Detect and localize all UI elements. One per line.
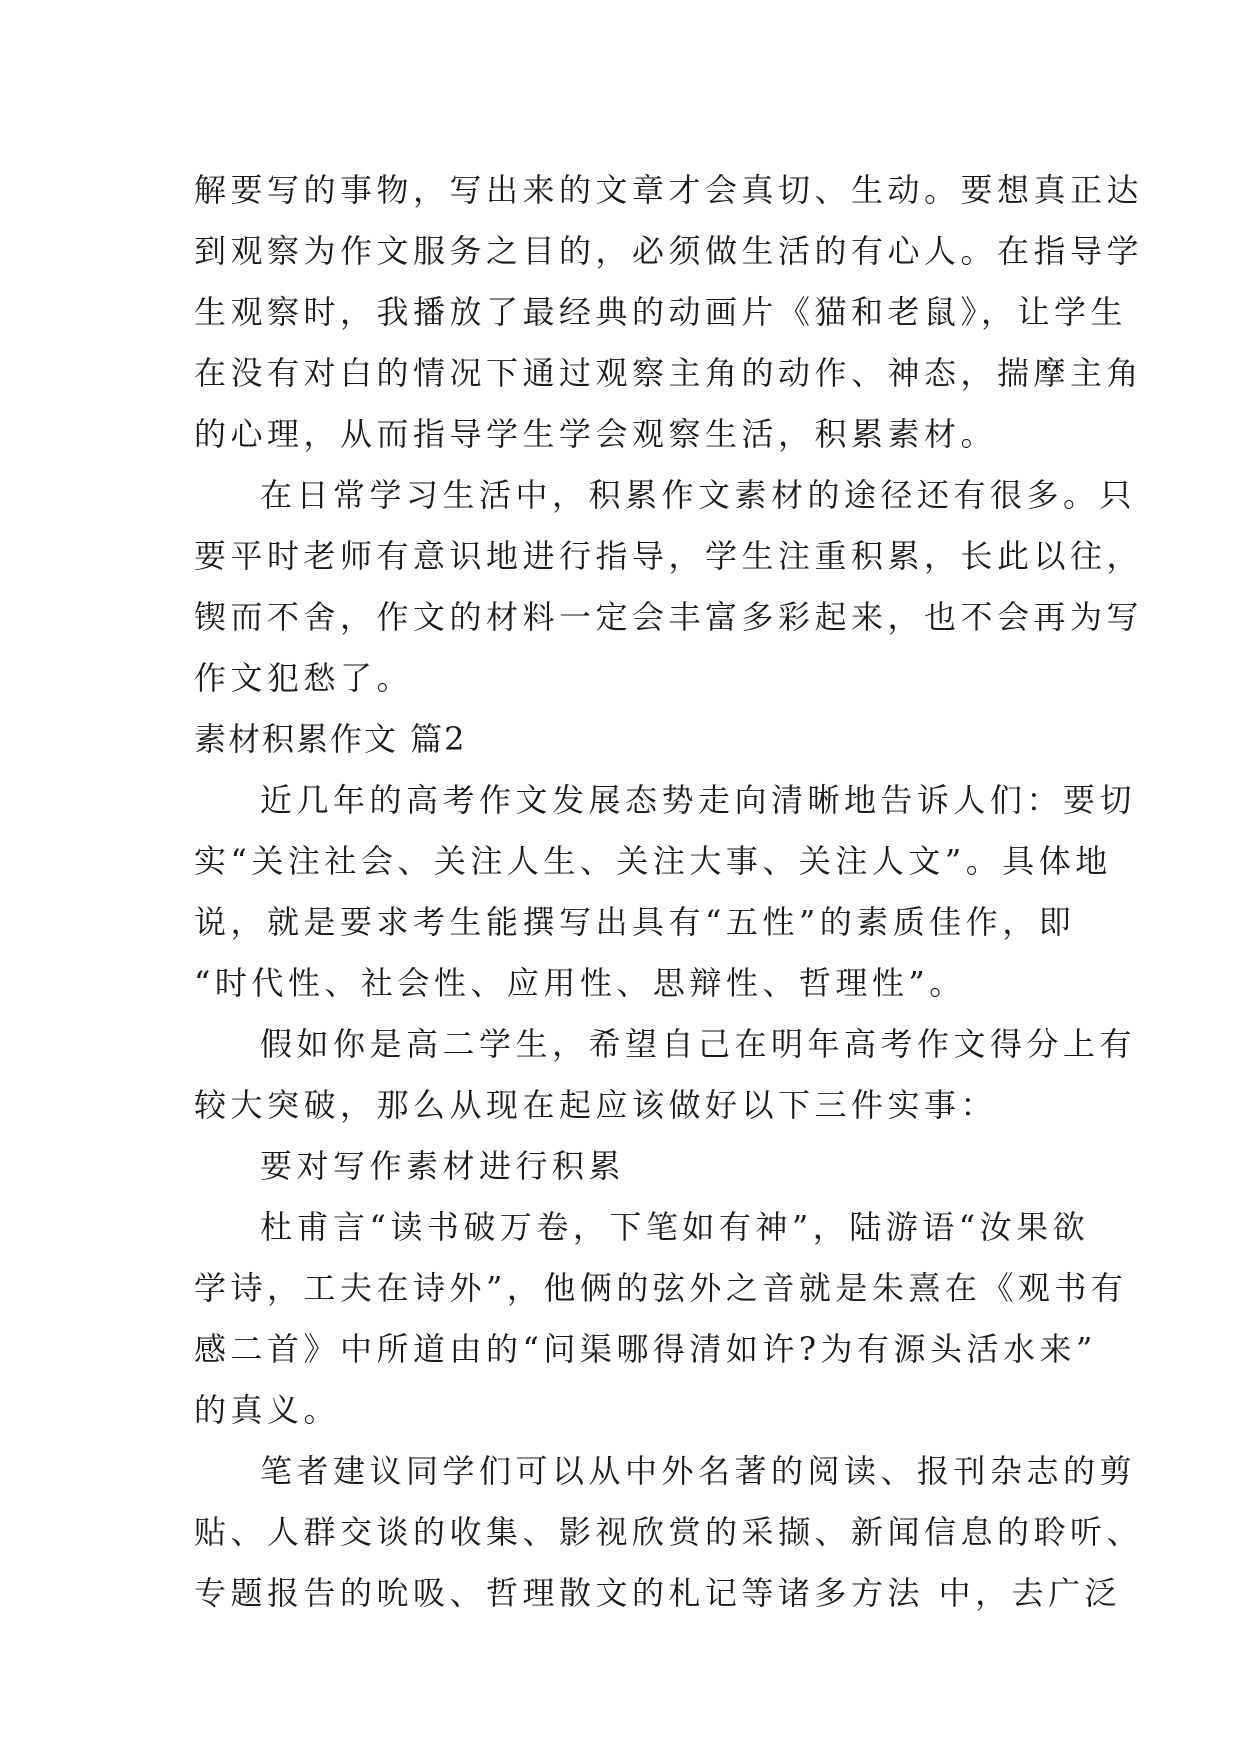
text-line: 专题报告的吮吸、哲理散文的札记等诸多方法 中，去广泛 [194, 1574, 1122, 1612]
text-line: 的心理，从而指导学生学会观察生活，积累素材。 [194, 415, 998, 453]
paragraph-start-line: 杜甫言“读书破万卷，下笔如有神”，陆游语“汝果欲 [260, 1208, 1090, 1246]
paragraph-start-line: 假如你是高二学生，希望自己在明年高考作文得分上有 [260, 1025, 1137, 1063]
text-line: 到观察为作文服务之目的，必须做生活的有心人。在指导学 [194, 232, 1144, 270]
section-heading: 素材积累作文 篇2 [194, 720, 467, 758]
text-line: 贴、人群交谈的收集、影视欣赏的采撷、新闻信息的聆听、 [194, 1513, 1144, 1551]
text-line: 作文犯愁了。 [194, 659, 414, 697]
text-line: 说，就是要求考生能撰写出具有“五性”的素质佳作，即 [194, 903, 1076, 941]
text-line: 解要写的事物，写出来的文章才会真切、生动。要想真正达 [194, 171, 1144, 209]
paragraph-start-line: 近几年的高考作文发展态势走向清晰地告诉人们：要切 [260, 781, 1137, 819]
text-line: “时代性、社会性、应用性、思辩性、哲理性”。 [194, 964, 966, 1002]
subheading-line: 要对写作素材进行积累 [260, 1147, 626, 1185]
text-line: 实“关注社会、关注人生、关注大事、关注人文”。具体地 [194, 842, 1112, 880]
text-line: 学诗，工夫在诗外”，他俩的弦外之音就是朱熹在《观书有 [194, 1269, 1128, 1307]
text-line: 要平时老师有意识地进行指导，学生注重积累，长此以往， [194, 537, 1144, 575]
text-line: 锲而不舍，作文的材料一定会丰富多彩起来，也不会再为写 [194, 598, 1144, 636]
text-line: 感二首》中所道由的“问渠哪得清如许?为有源头活水来” [194, 1330, 1097, 1368]
document-body [194, 160, 1144, 1624]
text-line: 的真义。 [194, 1391, 341, 1429]
text-line: 较大突破，那么从现在起应该做好以下三件实事： [194, 1086, 998, 1124]
text-line: 在没有对白的情况下通过观察主角的动作、神态，揣摩主角 [194, 354, 1144, 392]
text-line: 生观察时，我播放了最经典的动画片《猫和老鼠》，让学生 [194, 293, 1128, 331]
paragraph-start-line: 在日常学习生活中，积累作文素材的途径还有很多。只 [260, 476, 1137, 514]
paragraph-start-line: 笔者建议同学们可以从中外名著的阅读、报刊杂志的剪 [260, 1452, 1137, 1490]
